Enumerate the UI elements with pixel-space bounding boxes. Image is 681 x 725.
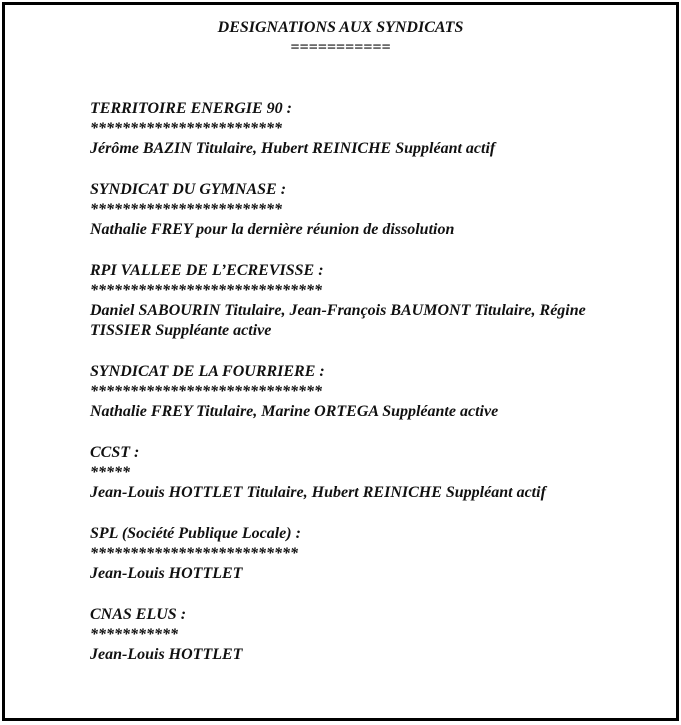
title-block	[5, 18, 676, 58]
section-names: Jean-Louis HOTTLET	[90, 646, 243, 663]
section-names: Nathalie FREY Titulaire, Marine ORTEGA Suppléante active	[90, 403, 499, 420]
section-cnas-elus	[90, 605, 610, 665]
section-names: Nathalie FREY pour la dernière réunion de dissolution	[90, 221, 455, 238]
section-stars: *****************************	[90, 282, 322, 299]
section-ccst	[90, 443, 610, 503]
section-names: Daniel SABOURIN Titulaire, Jean-François BAUMONT Titulaire, Régine TISSIER Suppléante active	[90, 302, 586, 339]
section-spl	[90, 524, 610, 584]
sections-list	[90, 99, 610, 686]
title-underline: ===========	[290, 39, 391, 56]
section-names: Jean-Louis HOTTLET Titulaire, Hubert REINICHE Suppléant actif	[90, 484, 546, 501]
section-stars: ************************	[90, 120, 282, 137]
section-names: Jean-Louis HOTTLET	[90, 565, 243, 582]
section-stars: *****	[90, 464, 130, 481]
section-heading: CNAS ELUS :	[90, 606, 187, 623]
section-heading: RPI VALLEE DE L’ECREVISSE :	[90, 262, 324, 279]
section-stars: **************************	[90, 545, 298, 562]
page-frame	[2, 2, 679, 721]
section-rpi-vallee	[90, 261, 610, 341]
section-stars: ************************	[90, 201, 282, 218]
section-syndicat-gymnase	[90, 180, 610, 240]
section-heading: TERRITOIRE ENERGIE 90 :	[90, 100, 292, 117]
section-names: Jérôme BAZIN Titulaire, Hubert REINICHE Suppléant actif	[90, 140, 496, 157]
document-title: DESIGNATIONS AUX SYNDICATS	[217, 19, 464, 36]
section-syndicat-fourriere	[90, 362, 610, 422]
section-heading: CCST :	[90, 444, 140, 461]
section-territoire-energie	[90, 99, 610, 159]
section-stars: ***********	[90, 626, 178, 643]
section-heading: SPL (Société Publique Locale) :	[90, 525, 301, 542]
section-stars: *****************************	[90, 383, 322, 400]
section-heading: SYNDICAT DU GYMNASE :	[90, 181, 287, 198]
section-heading: SYNDICAT DE LA FOURRIERE :	[90, 363, 325, 380]
